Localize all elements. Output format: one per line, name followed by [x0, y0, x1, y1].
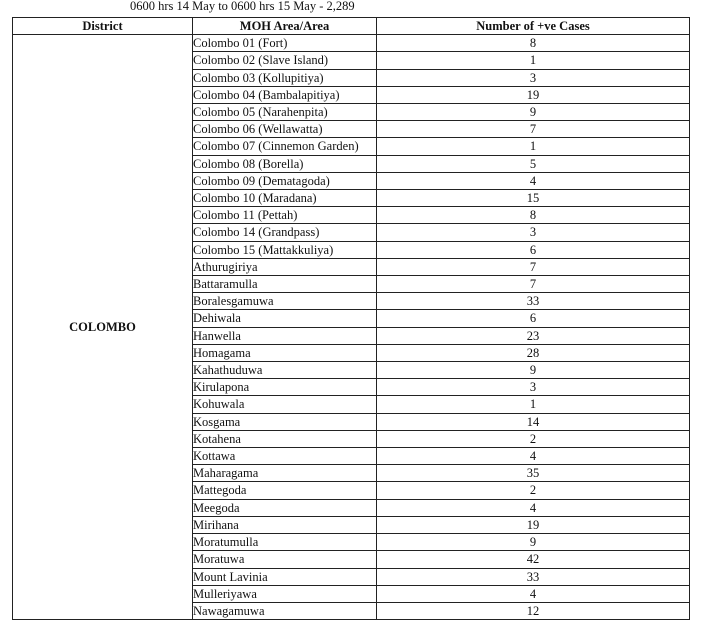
- area-cell: Colombo 10 (Maradana): [193, 190, 377, 207]
- case-count-cell: 28: [377, 344, 690, 361]
- area-cell: Athurugiriya: [193, 258, 377, 275]
- case-count-cell: 35: [377, 465, 690, 482]
- case-count-cell: 19: [377, 516, 690, 533]
- case-count-cell: 7: [377, 276, 690, 293]
- case-count-cell: 4: [377, 499, 690, 516]
- area-cell: Moratuwa: [193, 551, 377, 568]
- area-cell: Homagama: [193, 344, 377, 361]
- area-cell: Colombo 06 (Wellawatta): [193, 121, 377, 138]
- area-cell: Hanwella: [193, 327, 377, 344]
- case-count-cell: 6: [377, 310, 690, 327]
- case-count-cell: 8: [377, 35, 690, 52]
- case-count-cell: 19: [377, 86, 690, 103]
- area-cell: Colombo 07 (Cinnemon Garden): [193, 138, 377, 155]
- area-cell: Kottawa: [193, 448, 377, 465]
- case-count-cell: 14: [377, 413, 690, 430]
- case-count-cell: 9: [377, 534, 690, 551]
- area-cell: Nawagamuwa: [193, 602, 377, 619]
- case-count-cell: 42: [377, 551, 690, 568]
- area-cell: Kotahena: [193, 430, 377, 447]
- case-count-cell: 33: [377, 568, 690, 585]
- area-cell: Colombo 05 (Narahenpita): [193, 104, 377, 121]
- table-body: [13, 35, 690, 620]
- area-cell: Battaramulla: [193, 276, 377, 293]
- case-count-cell: 9: [377, 104, 690, 121]
- area-cell: Colombo 08 (Borella): [193, 155, 377, 172]
- case-count-cell: 3: [377, 379, 690, 396]
- area-cell: Colombo 09 (Dematagoda): [193, 172, 377, 189]
- area-cell: Moratumulla: [193, 534, 377, 551]
- district-cell: COLOMBO: [13, 35, 193, 620]
- header-row: [13, 18, 690, 35]
- area-cell: Maharagama: [193, 465, 377, 482]
- area-cell: Colombo 15 (Mattakkuliya): [193, 241, 377, 258]
- area-cell: Meegoda: [193, 499, 377, 516]
- case-count-cell: 8: [377, 207, 690, 224]
- case-count-cell: 1: [377, 52, 690, 69]
- case-count-cell: 12: [377, 602, 690, 619]
- case-count-cell: 4: [377, 585, 690, 602]
- area-cell: Mirihana: [193, 516, 377, 533]
- area-cell: Colombo 14 (Grandpass): [193, 224, 377, 241]
- area-cell: Kohuwala: [193, 396, 377, 413]
- area-cell: Colombo 03 (Kollupitiya): [193, 69, 377, 86]
- area-cell: Mulleriyawa: [193, 585, 377, 602]
- case-count-cell: 23: [377, 327, 690, 344]
- case-count-cell: 3: [377, 224, 690, 241]
- case-count-cell: 7: [377, 258, 690, 275]
- case-count-cell: 7: [377, 121, 690, 138]
- area-cell: Dehiwala: [193, 310, 377, 327]
- area-cell: Colombo 11 (Pettah): [193, 207, 377, 224]
- area-cell: Colombo 04 (Bambalapitiya): [193, 86, 377, 103]
- area-cell: Kirulapona: [193, 379, 377, 396]
- case-count-cell: 33: [377, 293, 690, 310]
- report-period-caption: 0600 hrs 14 May to 0600 hrs 15 May - 2,289: [130, 0, 355, 13]
- area-cell: Mount Lavinia: [193, 568, 377, 585]
- case-count-cell: 1: [377, 396, 690, 413]
- case-count-cell: 1: [377, 138, 690, 155]
- case-count-cell: 6: [377, 241, 690, 258]
- cases-table: [12, 17, 690, 620]
- area-cell: Colombo 02 (Slave Island): [193, 52, 377, 69]
- case-count-cell: 3: [377, 69, 690, 86]
- area-cell: Mattegoda: [193, 482, 377, 499]
- case-count-cell: 15: [377, 190, 690, 207]
- case-count-cell: 2: [377, 482, 690, 499]
- case-count-cell: 2: [377, 430, 690, 447]
- case-count-cell: 4: [377, 448, 690, 465]
- area-cell: Kosgama: [193, 413, 377, 430]
- case-count-cell: 4: [377, 172, 690, 189]
- table-row: [13, 35, 690, 52]
- cases-header: Number of +ve Cases: [377, 18, 690, 35]
- district-header: District: [13, 18, 193, 35]
- area-cell: Colombo 01 (Fort): [193, 35, 377, 52]
- case-count-cell: 5: [377, 155, 690, 172]
- area-cell: Boralesgamuwa: [193, 293, 377, 310]
- area-cell: Kahathuduwa: [193, 362, 377, 379]
- case-count-cell: 9: [377, 362, 690, 379]
- area-header: MOH Area/Area: [193, 18, 377, 35]
